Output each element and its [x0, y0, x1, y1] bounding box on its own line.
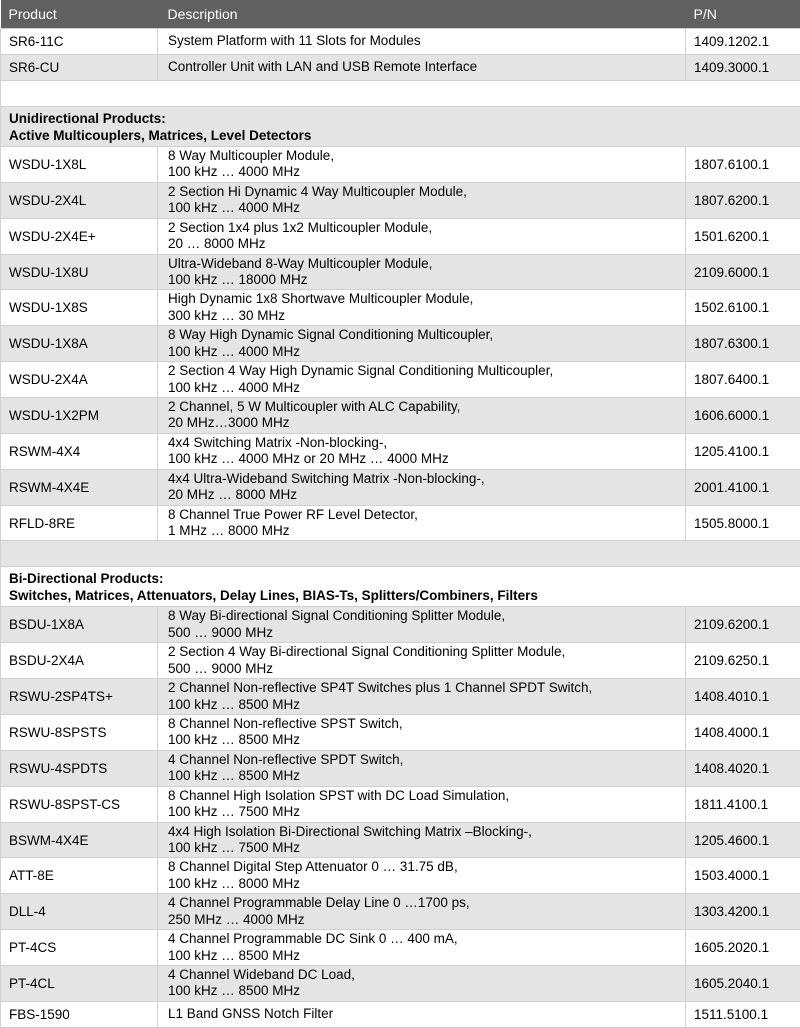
description-line: 20 … 8000 MHz: [168, 236, 684, 253]
header-row: [1, 0, 800, 29]
section-title-line: Bi-Directional Products:: [9, 570, 799, 587]
table-row: [1, 362, 800, 398]
description-line: 100 kHz … 8500 MHz: [168, 983, 684, 1000]
description-cell: [158, 398, 686, 434]
table-row: [1, 750, 800, 786]
product-cell: RSWU-2SP4TS+: [1, 679, 158, 715]
description-line: 4 Channel Wideband DC Load,: [168, 967, 684, 984]
part-number-cell: 1807.6300.1: [686, 326, 800, 362]
description-cell: [158, 254, 686, 290]
table-row: [1, 326, 800, 362]
product-cell: WSDU-2X4E+: [1, 218, 158, 254]
product-cell: WSDU-1X8A: [1, 326, 158, 362]
table-row: [1, 29, 800, 55]
description-cell: [158, 1001, 686, 1027]
description-cell: [158, 750, 686, 786]
description-line: 4 Channel Non-reflective SPDT Switch,: [168, 752, 684, 769]
table-row: [1, 398, 800, 434]
product-cell: RSWU-8SPST-CS: [1, 786, 158, 822]
product-cell: WSDU-2X4A: [1, 362, 158, 398]
description-line: 100 kHz … 8500 MHz: [168, 948, 684, 965]
table-row: [1, 1001, 800, 1027]
product-cell: BSWM-4X4E: [1, 822, 158, 858]
description-cell: [158, 643, 686, 679]
description-line: 100 kHz … 8000 MHz: [168, 876, 684, 893]
description-line: High Dynamic 1x8 Shortwave Multicoupler Module,: [168, 291, 684, 308]
table-row: [1, 786, 800, 822]
description-cell: [158, 966, 686, 1002]
description-cell: [158, 822, 686, 858]
description-line: 2 Channel, 5 W Multicoupler with ALC Capability,: [168, 399, 684, 416]
product-cell: RSWM-4X4: [1, 433, 158, 469]
product-cell: RSWM-4X4E: [1, 469, 158, 505]
description-line: System Platform with 11 Slots for Modules: [168, 33, 684, 50]
description-cell: [158, 290, 686, 326]
description-line: 2 Section 1x4 plus 1x2 Multicoupler Module,: [168, 220, 684, 237]
description-cell: [158, 930, 686, 966]
description-line: 4 Channel Programmable Delay Line 0 …1700 ps,: [168, 895, 684, 912]
description-line: 8 Channel Digital Step Attenuator 0 … 31.75 dB,: [168, 859, 684, 876]
description-line: 2 Section 4 Way Bi-directional Signal Conditioning Splitter Module,: [168, 644, 684, 661]
description-line: 4x4 Ultra-Wideband Switching Matrix -Non-blocking-,: [168, 471, 684, 488]
section-title-line: Switches, Matrices, Attenuators, Delay Lines, BIAS-Ts, Splitters/Combiners, Filters: [9, 587, 799, 604]
part-number-cell: 1408.4020.1: [686, 750, 800, 786]
description-line: 4 Channel Programmable DC Sink 0 … 400 mA,: [168, 931, 684, 948]
product-cell: BSDU-2X4A: [1, 643, 158, 679]
description-line: L1 Band GNSS Notch Filter: [168, 1006, 684, 1023]
description-line: 100 kHz … 4000 MHz: [168, 200, 684, 217]
description-line: 8 Way Multicoupler Module,: [168, 148, 684, 165]
table-row: [1, 894, 800, 930]
spacer-cell: [1, 81, 800, 107]
description-cell: [158, 894, 686, 930]
table-row: [1, 858, 800, 894]
section-title-line: Active Multicouplers, Matrices, Level Detectors: [9, 127, 799, 144]
description-cell: [158, 29, 686, 55]
description-line: Controller Unit with LAN and USB Remote Interface: [168, 59, 684, 76]
table-row: [1, 966, 800, 1002]
description-cell: [158, 147, 686, 183]
product-cell: RSWU-4SPDTS: [1, 750, 158, 786]
description-cell: [158, 362, 686, 398]
description-line: 8 Channel Non-reflective SPST Switch,: [168, 716, 684, 733]
table-row: [1, 218, 800, 254]
description-line: 20 MHz…3000 MHz: [168, 415, 684, 432]
description-cell: [158, 182, 686, 218]
part-number-cell: 2109.6200.1: [686, 607, 800, 643]
table-row: [1, 607, 800, 643]
description-line: 500 … 9000 MHz: [168, 625, 684, 642]
product-cell: FBS-1590: [1, 1001, 158, 1027]
part-number-cell: 1511.5100.1: [686, 1001, 800, 1027]
product-cell: WSDU-1X8L: [1, 147, 158, 183]
part-number-cell: 1501.6200.1: [686, 218, 800, 254]
part-number-cell: 2109.6250.1: [686, 643, 800, 679]
section-header-cell: [1, 107, 800, 147]
table-row: [1, 469, 800, 505]
part-number-cell: 1605.2020.1: [686, 930, 800, 966]
description-cell: [158, 786, 686, 822]
table-row: [1, 715, 800, 751]
description-cell: [158, 433, 686, 469]
description-cell: [158, 715, 686, 751]
part-number-cell: 2001.4100.1: [686, 469, 800, 505]
section-title-line: Unidirectional Products:: [9, 110, 799, 127]
description-line: 100 kHz … 18000 MHz: [168, 272, 684, 289]
part-number-cell: 1409.1202.1: [686, 29, 800, 55]
description-cell: [158, 55, 686, 81]
part-number-cell: 1408.4010.1: [686, 679, 800, 715]
column-header-product: Product: [1, 0, 158, 29]
product-cell: ATT-8E: [1, 858, 158, 894]
part-number-cell: 1503.4000.1: [686, 858, 800, 894]
part-number-cell: 1811.4100.1: [686, 786, 800, 822]
spacer-row: [1, 541, 800, 567]
part-number-cell: 1408.4000.1: [686, 715, 800, 751]
description-line: 500 … 9000 MHz: [168, 661, 684, 678]
description-line: 2 Channel Non-reflective SP4T Switches plus 1 Channel SPDT Switch,: [168, 680, 684, 697]
part-number-cell: 1205.4100.1: [686, 433, 800, 469]
product-cell: RFLD-8RE: [1, 505, 158, 541]
part-number-cell: 1605.2040.1: [686, 966, 800, 1002]
description-line: 8 Channel True Power RF Level Detector,: [168, 507, 684, 524]
product-cell: RSWU-8SPSTS: [1, 715, 158, 751]
product-cell: DLL-4: [1, 894, 158, 930]
part-number-cell: 1606.6000.1: [686, 398, 800, 434]
description-line: 8 Way High Dynamic Signal Conditioning Multicoupler,: [168, 327, 684, 344]
description-line: 20 MHz … 8000 MHz: [168, 487, 684, 504]
description-cell: [158, 858, 686, 894]
table-row: [1, 290, 800, 326]
description-line: 100 kHz … 4000 MHz: [168, 344, 684, 361]
part-number-cell: 1505.8000.1: [686, 505, 800, 541]
description-line: Ultra-Wideband 8-Way Multicoupler Module,: [168, 256, 684, 273]
table-row: [1, 505, 800, 541]
column-header-pn: P/N: [686, 0, 800, 29]
part-number-cell: 1807.6400.1: [686, 362, 800, 398]
description-line: 300 kHz … 30 MHz: [168, 308, 684, 325]
description-line: 250 MHz … 4000 MHz: [168, 912, 684, 929]
table-row: [1, 679, 800, 715]
table-row: [1, 254, 800, 290]
product-cell: BSDU-1X8A: [1, 607, 158, 643]
part-number-cell: 1502.6100.1: [686, 290, 800, 326]
product-cell: WSDU-1X8U: [1, 254, 158, 290]
description-cell: [158, 469, 686, 505]
part-number-cell: 1303.4200.1: [686, 894, 800, 930]
table-row: [1, 147, 800, 183]
description-cell: [158, 679, 686, 715]
table-header: [1, 0, 800, 29]
description-line: 1 MHz … 8000 MHz: [168, 523, 684, 540]
section-header-row: [1, 107, 800, 147]
part-number-cell: 1807.6200.1: [686, 182, 800, 218]
table-row: [1, 822, 800, 858]
table-row: [1, 182, 800, 218]
description-cell: [158, 607, 686, 643]
description-line: 100 kHz … 7500 MHz: [168, 840, 684, 857]
description-line: 100 kHz … 7500 MHz: [168, 804, 684, 821]
product-cell: SR6-11C: [1, 29, 158, 55]
table-row: [1, 433, 800, 469]
description-line: 100 kHz … 8500 MHz: [168, 768, 684, 785]
description-cell: [158, 218, 686, 254]
description-line: 2 Section 4 Way High Dynamic Signal Conditioning Multicoupler,: [168, 363, 684, 380]
description-line: 100 kHz … 8500 MHz: [168, 697, 684, 714]
description-cell: [158, 505, 686, 541]
spacer-cell: [1, 541, 800, 567]
description-cell: [158, 326, 686, 362]
product-cell: WSDU-1X2PM: [1, 398, 158, 434]
part-number-cell: 1409.3000.1: [686, 55, 800, 81]
description-line: 100 kHz … 4000 MHz: [168, 380, 684, 397]
table-row: [1, 643, 800, 679]
product-cell: PT-4CS: [1, 930, 158, 966]
part-number-cell: 2109.6000.1: [686, 254, 800, 290]
spacer-row: [1, 81, 800, 107]
description-line: 100 kHz … 4000 MHz or 20 MHz … 4000 MHz: [168, 451, 684, 468]
section-header-row: [1, 567, 800, 607]
part-number-cell: 1807.6100.1: [686, 147, 800, 183]
product-cell: WSDU-1X8S: [1, 290, 158, 326]
column-header-description: Description: [158, 0, 686, 29]
product-cell: WSDU-2X4L: [1, 182, 158, 218]
description-line: 100 kHz … 8500 MHz: [168, 732, 684, 749]
table-body: [1, 29, 800, 1028]
section-header-cell: [1, 567, 800, 607]
description-line: 4x4 Switching Matrix -Non-blocking-,: [168, 435, 684, 452]
description-line: 2 Section Hi Dynamic 4 Way Multicoupler Module,: [168, 184, 684, 201]
product-cell: PT-4CL: [1, 966, 158, 1002]
table-row: [1, 55, 800, 81]
part-number-cell: 1205.4600.1: [686, 822, 800, 858]
description-line: 100 kHz … 4000 MHz: [168, 164, 684, 181]
description-line: 8 Channel High Isolation SPST with DC Load Simulation,: [168, 788, 684, 805]
description-line: 4x4 High Isolation Bi-Directional Switching Matrix –Blocking-,: [168, 824, 684, 841]
product-cell: SR6-CU: [1, 55, 158, 81]
table-row: [1, 930, 800, 966]
description-line: 8 Way Bi-directional Signal Conditioning Splitter Module,: [168, 608, 684, 625]
